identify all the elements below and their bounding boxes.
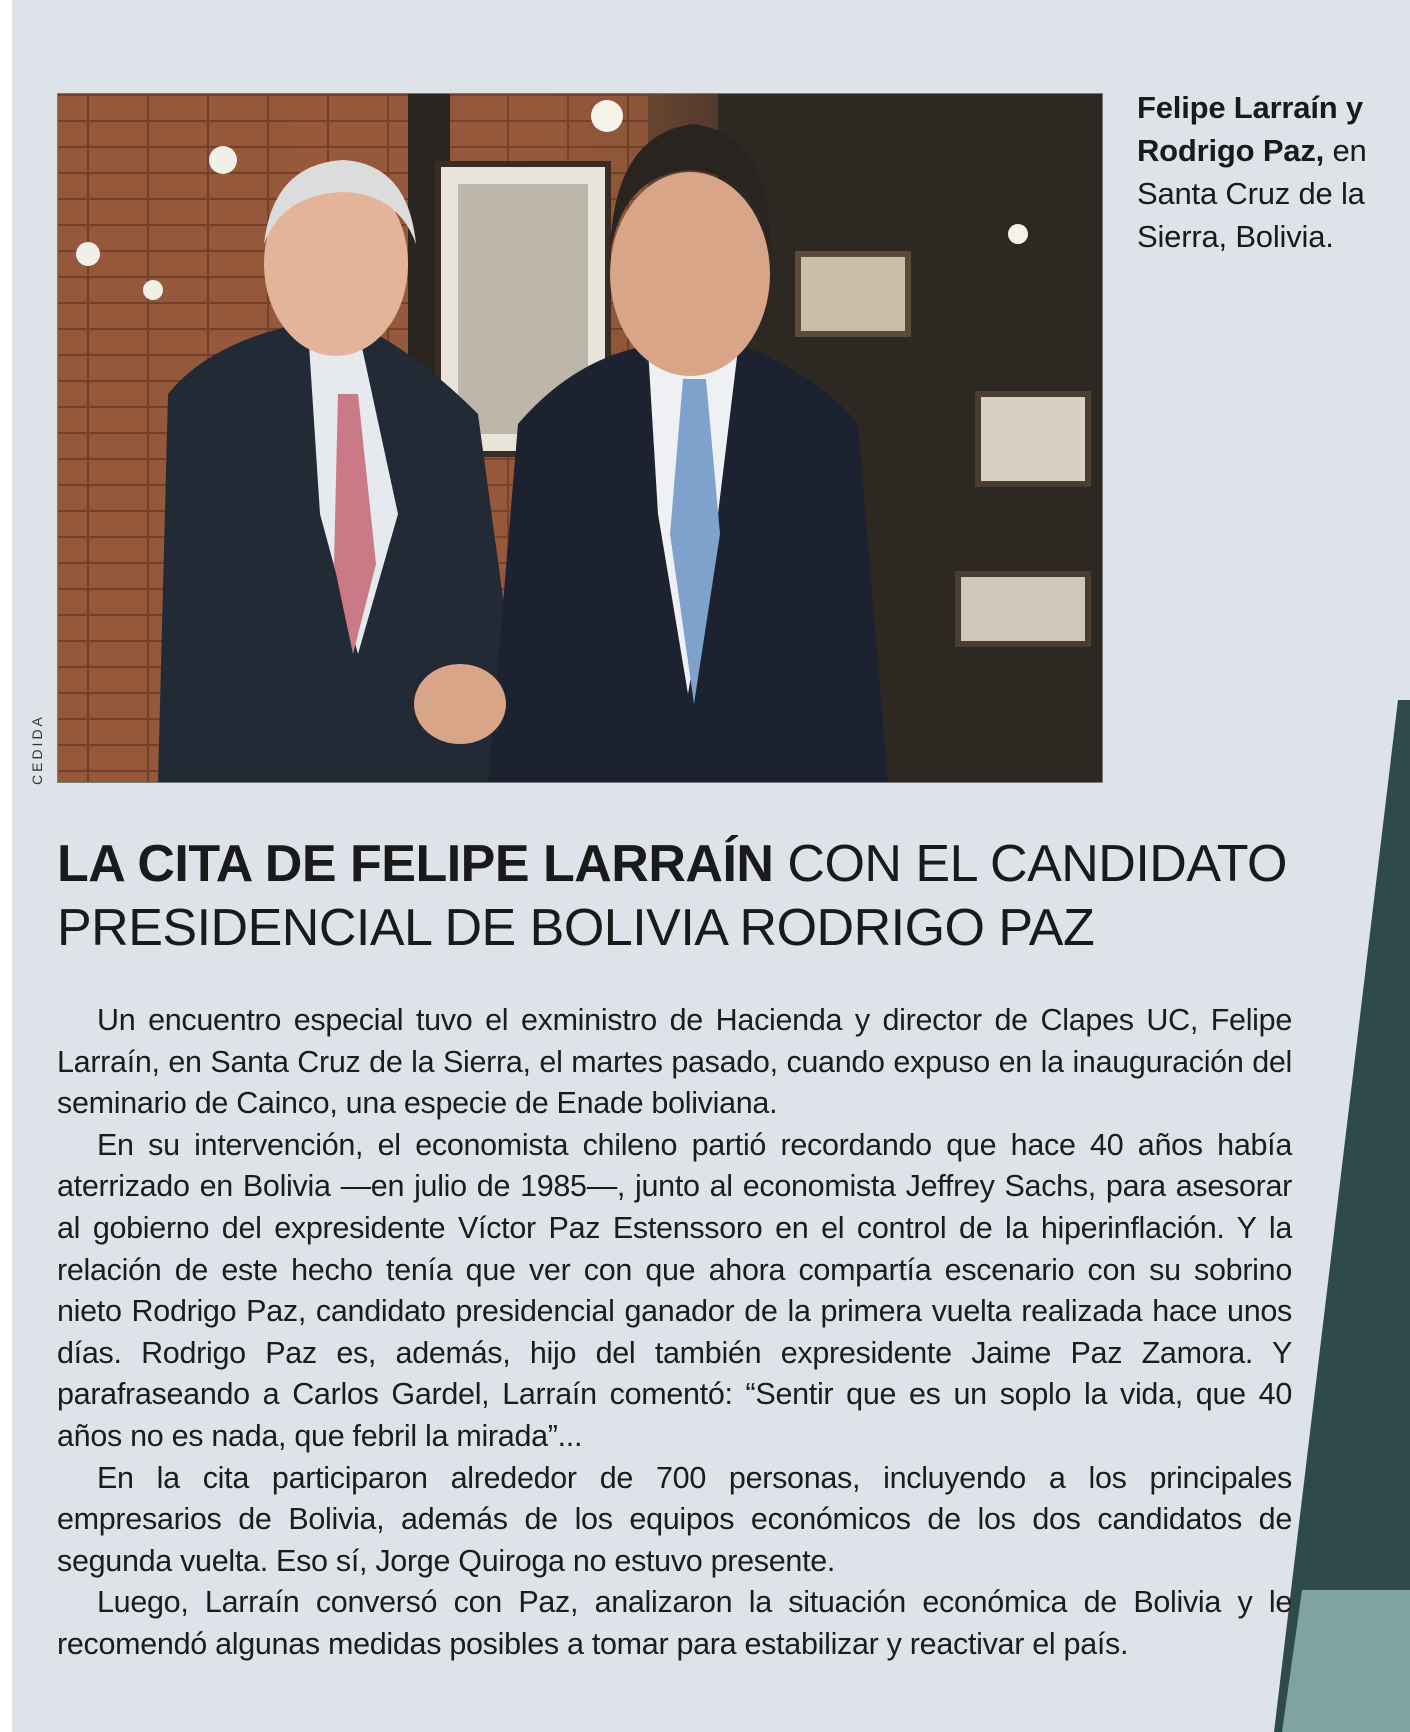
body-paragraph: Luego, Larraín conversó con Paz, analizaron la situación económica de Bolivia y le recomendó algunas medidas posibles a tomar para estabilizar y reactivar el país. [57, 1585, 1292, 1661]
body-paragraph: En la cita participaron alrededor de 700 personas, incluyendo a los principales empresarios de Bolivia, además de los equipos económicos de los dos candidatos de segunda vuelta. Eso sí, Jorge Quiroga no estuvo presente. [57, 1460, 1292, 1578]
caption-place: en Santa Cruz de la Sierra, Bolivia. [1137, 133, 1367, 254]
article-photo [57, 93, 1103, 783]
newspaper-page [12, 0, 1410, 1732]
article-headline [57, 832, 1357, 960]
headline-regular: CON EL CANDIDATO PRESIDENCIAL DE BOLIVIA RODRIGO PAZ [57, 835, 1287, 957]
photo-caption [1137, 86, 1397, 258]
teal-block [1282, 1590, 1410, 1732]
photo-illustration [58, 94, 1102, 782]
photo-credit: CEDIDA [29, 714, 45, 785]
body-paragraph: Un encuentro especial tuvo el exministro de Hacienda y director de Clapes UC, Felipe Larraín, en Santa Cruz de la Sierra, el martes pasado, cuando expuso en la inauguración del seminario de Cainco, una especie de Enade boliviana. [57, 1003, 1292, 1121]
caption-names: Felipe Larraín y Rodrigo Paz, [1137, 90, 1363, 168]
headline-bold: LA CITA DE FELIPE LARRAÍN [57, 835, 774, 893]
body-paragraph: En su intervención, el economista chileno partió recordando que hace 40 años había aterrizado en Bolivia —en julio de 1985—, junto al economista Jeffrey Sachs, para asesorar al gobierno del expresidente Víctor Paz Estenssoro en el control de la hiperinflación. Y la relación de este hecho tenía que ver con que ahora compartía escenario con su sobrino nieto Rodrigo Paz, candidato presidencial ganador de la primera vuelta realizada hace unos días. Rodrigo Paz es, además, hijo del también expresidente Jaime Paz Zamora. Y parafraseando a Carlos Gardel, Larraín comentó: “Sentir que es un soplo la vida, que 40 años no es nada, que febril la mirada”... [57, 1127, 1292, 1453]
article-body [57, 1000, 1292, 1666]
